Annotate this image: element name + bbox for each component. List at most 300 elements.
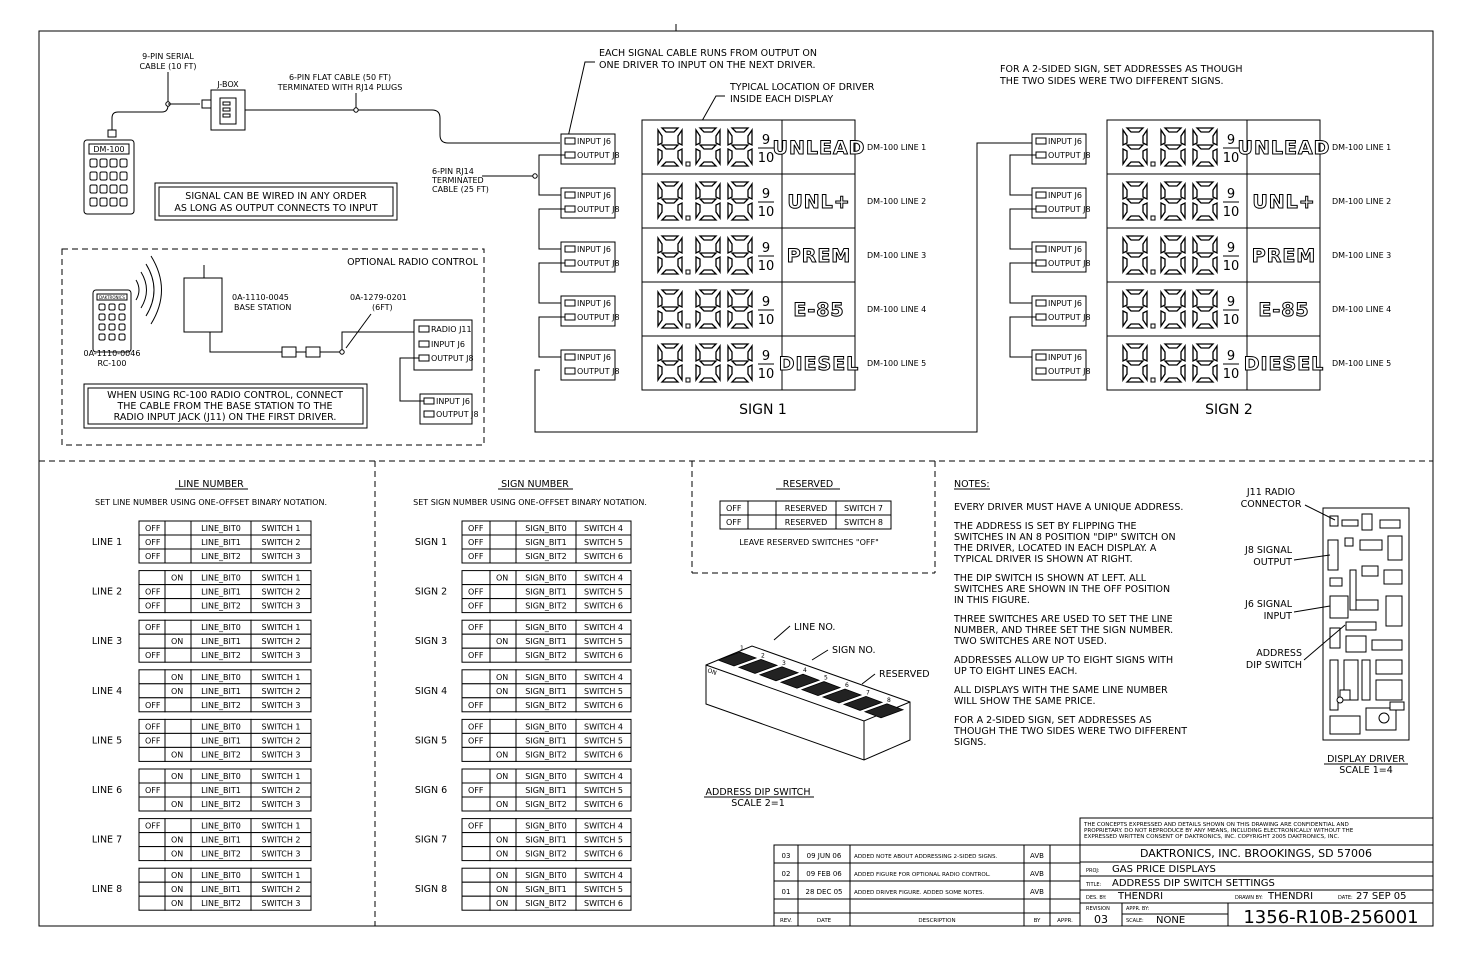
key: [110, 198, 117, 206]
svg-text:OUTPUT: OUTPUT: [1253, 557, 1292, 568]
svg-text:CABLE (10 FT): CABLE (10 FT): [139, 62, 197, 71]
driver-jacks-5: [1032, 350, 1091, 380]
revision-cell: AVB: [1030, 888, 1044, 896]
dip-reserved-label: RESERVED: [879, 669, 930, 680]
svg-text:6-PIN RJ14: 6-PIN RJ14: [432, 167, 474, 176]
table-cell: LINE_BIT0: [201, 722, 241, 732]
fraction-numerator: 9: [1226, 349, 1236, 364]
board-component: [1346, 622, 1376, 630]
table-cell: ON: [496, 573, 509, 583]
radio-cable-label: [350, 293, 407, 312]
setting-group: [92, 868, 311, 910]
table-cell: SWITCH 1: [261, 623, 301, 633]
board-component: [1345, 538, 1353, 546]
sign-2-caption: SIGN 2: [1205, 402, 1253, 418]
table-cell: SWITCH 1: [261, 524, 301, 533]
table-cell: OFF: [145, 736, 161, 746]
table-cell: OFF: [145, 821, 161, 831]
decimal-point: [686, 270, 690, 274]
title-block: [1080, 818, 1433, 928]
table-cell: LINE_BIT0: [201, 623, 241, 633]
table-cell: SWITCH 6: [584, 750, 623, 760]
key: [109, 304, 115, 310]
dip-line-no-label: LINE NO.: [794, 622, 836, 633]
table-cell: SWITCH 5: [584, 686, 623, 696]
product-label: PREM: [786, 245, 852, 267]
key: [109, 334, 115, 340]
setting-group: [415, 868, 631, 910]
svg-text:RC-100: RC-100: [97, 359, 127, 368]
drawing-number: 1356-R10B-256001: [1243, 907, 1419, 928]
table-cell: SWITCH 6: [584, 800, 623, 809]
table-cell: RESERVED: [784, 504, 828, 513]
table-cell: ON: [171, 849, 184, 859]
table-cell: OFF: [468, 524, 484, 533]
radio-driver: [414, 320, 474, 370]
driver-jacks-2: [1032, 188, 1091, 218]
line-label: DM-100 LINE 4: [867, 305, 927, 314]
cable-tick: [354, 108, 358, 112]
table-cell: SWITCH 5: [584, 637, 623, 647]
group-label: LINE 1: [91, 537, 123, 548]
line-label: DM-100 LINE 1: [1332, 143, 1392, 152]
reserved-table: [720, 501, 891, 529]
note-line: THE DRIVER, LOCATED IN EACH DISPLAY. A: [954, 543, 1157, 554]
note-line: ALL DISPLAYS WITH THE SAME LINE NUMBER: [954, 685, 1168, 696]
table-cell: SWITCH 1: [261, 722, 301, 732]
line-label: DM-100 LINE 4: [1332, 305, 1392, 314]
key: [119, 324, 125, 330]
svg-text:THENDRI: THENDRI: [1118, 891, 1164, 902]
fraction-denominator: 10: [1222, 313, 1240, 328]
decimal-point: [686, 378, 690, 382]
price-line-4: [1107, 282, 1391, 336]
board-component: [1356, 600, 1378, 610]
line-label: DM-100 LINE 1: [867, 143, 927, 152]
svg-text:DAKTRONICS: DAKTRONICS: [99, 295, 125, 300]
group-label: SIGN 5: [414, 735, 448, 747]
price-line-1: [642, 120, 926, 174]
note-line: IN THIS FIGURE.: [954, 595, 1030, 606]
driver-scale: SCALE 1=4: [1339, 765, 1393, 776]
leader-line: [812, 650, 828, 660]
driver-j6-label: [1244, 599, 1293, 622]
dip-scale: SCALE 2=1: [731, 798, 785, 809]
group-label: SIGN 2: [414, 586, 448, 598]
decimal-point: [1151, 216, 1155, 220]
fraction-numerator: 9: [761, 241, 771, 256]
fraction-numerator: 9: [761, 295, 771, 310]
svg-text:OUTPUT J8: OUTPUT J8: [1048, 313, 1091, 322]
table-cell: SWITCH 4: [584, 672, 623, 682]
table-cell: ON: [496, 672, 509, 682]
price-line-2: [642, 174, 926, 228]
decimal-point: [1151, 378, 1155, 382]
revision-header: DATE: [816, 918, 832, 924]
table-cell: LINE_BIT0: [201, 821, 241, 831]
controller-label: DM-100: [93, 145, 125, 154]
svg-text:J11 RADIO: J11 RADIO: [1246, 487, 1296, 498]
driver-jacks-1: [1032, 134, 1091, 164]
table-cell: SIGN_BIT1: [525, 786, 567, 795]
note-line: FOR A 2-SIDED SIGN, SET ADDRESSES AS: [954, 715, 1152, 726]
board-component: [1350, 570, 1356, 610]
svg-text:OUTPUT J8: OUTPUT J8: [577, 367, 620, 376]
key: [119, 314, 125, 320]
svg-text:CONNECTOR: CONNECTOR: [1240, 499, 1302, 510]
fraction-numerator: 9: [761, 133, 771, 148]
board-component: [1337, 697, 1343, 703]
board-component: [1384, 570, 1402, 584]
table-cell: SIGN_BIT0: [525, 573, 567, 583]
revision-block: [774, 845, 1080, 926]
svg-text:INPUT J6: INPUT J6: [1048, 299, 1082, 308]
svg-text:OUTPUT J8: OUTPUT J8: [577, 313, 620, 322]
setting-group: [92, 571, 311, 613]
dip-switch-drawing: [706, 645, 910, 760]
table-cell: SWITCH 4: [584, 821, 623, 831]
line-number-title: LINE NUMBER: [178, 479, 244, 490]
flat-cable-label: [277, 73, 403, 92]
svg-text:INPUT J6: INPUT J6: [1048, 137, 1082, 146]
key: [99, 314, 105, 320]
table-cell: SWITCH 3: [261, 601, 301, 611]
table-cell: OFF: [145, 786, 161, 795]
svg-text:INPUT J6: INPUT J6: [1048, 245, 1082, 254]
svg-text:DATE:: DATE:: [1338, 895, 1353, 901]
radio-driver-2: [420, 394, 479, 424]
revision-header: APPR.: [1057, 918, 1073, 924]
table-cell: SIGN_BIT1: [525, 686, 567, 696]
table-cell: ON: [496, 637, 509, 647]
svg-text:THE CONCEPTS EXPRESSED AND DET: THE CONCEPTS EXPRESSED AND DETAILS SHOWN ON THIS DRAWING ARE CONFIDENTIAL AND: [1084, 822, 1349, 828]
key: [90, 172, 97, 180]
display-driver-board: [1323, 508, 1409, 740]
fraction-denominator: 10: [1222, 259, 1240, 274]
table-cell: OFF: [468, 722, 484, 732]
fraction-denominator: 10: [757, 151, 775, 166]
dip-sign-no-label: SIGN NO.: [832, 645, 876, 656]
table-cell: SIGN_BIT1: [525, 637, 567, 647]
group-label: LINE 6: [91, 785, 123, 796]
fraction-denominator: 10: [757, 313, 775, 328]
svg-text:9-PIN SERIAL: 9-PIN SERIAL: [142, 52, 194, 61]
fraction-numerator: 9: [761, 187, 771, 202]
leader-line: [774, 626, 790, 640]
svg-text:TITLE:: TITLE:: [1086, 882, 1102, 888]
decimal-point: [1151, 270, 1155, 274]
table-cell: SIGN_BIT1: [525, 835, 567, 845]
table-cell: SIGN_BIT0: [525, 672, 567, 682]
table-cell: OFF: [726, 504, 742, 513]
table-cell: OFF: [145, 524, 161, 533]
dip-switch-number: 5: [824, 674, 828, 682]
revision-cell: 03: [781, 852, 791, 860]
svg-text:27 SEP 05: 27 SEP 05: [1356, 891, 1407, 902]
key: [120, 172, 127, 180]
table-cell: LINE_BIT0: [201, 772, 241, 781]
table-cell: LINE_BIT2: [201, 800, 241, 809]
table-cell: ON: [171, 800, 184, 809]
group-label: SIGN 4: [414, 685, 448, 697]
product-label: UNL+: [1252, 191, 1316, 213]
board-component: [1342, 520, 1358, 526]
radio-cable-end: [320, 332, 414, 352]
product-label: E-85: [1258, 299, 1310, 321]
price-line-4: [642, 282, 926, 336]
revision-cell: AVB: [1030, 852, 1044, 860]
revision-header: BY: [1033, 918, 1041, 924]
note-line: ADDRESSES ALLOW UP TO EIGHT SIGNS WITH: [954, 655, 1174, 666]
base-station: [184, 265, 222, 332]
svg-text:INPUT J6: INPUT J6: [577, 245, 611, 254]
note-line: SIGNS.: [954, 737, 987, 748]
table-cell: LINE_BIT0: [201, 524, 241, 533]
group-label: LINE 7: [91, 834, 123, 846]
revision-cell: AVB: [1030, 870, 1044, 878]
svg-text:THE TWO SIDES WERE TWO DIFFERE: THE TWO SIDES WERE TWO DIFFERENT SIGNS.: [1000, 76, 1224, 87]
table-cell: ON: [171, 637, 184, 647]
table-cell: SWITCH 2: [261, 637, 301, 647]
dip-switch-number: 7: [866, 689, 870, 697]
driver-jacks-4: [1032, 296, 1091, 326]
base-station-label: [232, 293, 291, 312]
table-cell: ON: [496, 835, 509, 845]
radio-wave: [141, 272, 147, 308]
product-label: UNLEAD: [1237, 137, 1331, 159]
svg-text:OUTPUT J8: OUTPUT J8: [431, 354, 474, 363]
notes-title: NOTES:: [954, 479, 990, 490]
note-line: THE DIP SWITCH IS SHOWN AT LEFT. ALL: [954, 573, 1147, 584]
decimal-point: [1151, 162, 1155, 166]
product-label: E-85: [793, 299, 845, 321]
reserved-note: LEAVE RESERVED SWITCHES "OFF": [739, 538, 879, 547]
rc100-remote: [93, 290, 131, 352]
fraction-denominator: 10: [1222, 205, 1240, 220]
svg-text:DIP SWITCH: DIP SWITCH: [1245, 660, 1302, 671]
setting-group: [92, 620, 311, 662]
note-line: THREE SWITCHES ARE USED TO SET THE LINE: [954, 614, 1173, 625]
setting-group: [92, 819, 311, 861]
key: [90, 159, 97, 167]
revision-cell: 01: [781, 888, 791, 896]
revision-header: DESCRIPTION: [918, 918, 956, 924]
table-cell: LINE_BIT0: [201, 573, 241, 583]
driver-jacks-5: [561, 350, 620, 380]
fraction-numerator: 9: [1226, 133, 1236, 148]
table-cell: SWITCH 5: [584, 736, 623, 746]
price-line-2: [1107, 174, 1391, 228]
setting-group: [92, 719, 311, 761]
table-cell: SWITCH 1: [261, 821, 301, 831]
table-cell: LINE_BIT1: [201, 686, 241, 696]
fraction-numerator: 9: [1226, 295, 1236, 310]
table-cell: OFF: [468, 651, 484, 661]
line-label: DM-100 LINE 2: [867, 197, 927, 206]
board-component: [1330, 660, 1338, 710]
rc100-label: [84, 349, 141, 368]
key: [99, 324, 105, 330]
key: [110, 159, 117, 167]
svg-text:EXPRESSED WRITTEN CONSENT OF D: EXPRESSED WRITTEN CONSENT OF DAKTRONICS, INC. COPYRIGHT 2005 DAKTRONICS, INC.: [1084, 834, 1340, 840]
table-cell: SIGN_BIT1: [525, 538, 567, 547]
table-cell: OFF: [145, 601, 161, 611]
driver-dip-label: [1246, 648, 1302, 671]
table-cell: SWITCH 2: [261, 786, 301, 795]
dip-switch-number: 8: [887, 696, 891, 704]
table-cell: LINE_BIT2: [201, 750, 241, 760]
driver-jacks-3: [1032, 242, 1091, 272]
table-cell: ON: [496, 871, 509, 881]
key: [90, 198, 97, 206]
driver-j11-label: [1241, 487, 1302, 510]
serial-cable-label: [140, 52, 197, 71]
note-line: NUMBER, AND THREE SET THE SIGN NUMBER.: [954, 625, 1174, 636]
setting-group: [415, 819, 631, 861]
table-cell: SIGN_BIT1: [525, 587, 567, 597]
table-cell: ON: [496, 885, 509, 895]
table-cell: ON: [496, 750, 509, 760]
group-label: LINE 8: [91, 884, 123, 896]
leader-line: [568, 62, 595, 137]
key: [110, 172, 117, 180]
svg-text:(6FT): (6FT): [372, 303, 393, 312]
decimal-point: [1151, 324, 1155, 328]
radio-note: [107, 390, 343, 423]
table-cell: LINE_BIT0: [201, 672, 241, 682]
board-component: [1390, 702, 1404, 710]
table-cell: OFF: [468, 538, 484, 547]
label-leader: [346, 314, 371, 348]
svg-text:BASE STATION: BASE STATION: [234, 303, 292, 312]
svg-text:OUTPUT J8: OUTPUT J8: [577, 151, 620, 160]
table-cell: SWITCH 1: [261, 573, 301, 583]
svg-text:INPUT J6: INPUT J6: [431, 340, 465, 349]
svg-text:INPUT J6: INPUT J6: [577, 299, 611, 308]
svg-text:INPUT J6: INPUT J6: [577, 191, 611, 200]
table-cell: SWITCH 3: [261, 750, 301, 760]
note-line: THOUGH THE TWO SIDES WERE TWO DIFFERENT: [954, 726, 1188, 737]
dip-switch-number: 3: [782, 659, 786, 667]
line-number-tables: [92, 521, 311, 910]
table-cell: SWITCH 6: [584, 899, 623, 909]
revision-cell: 02: [781, 870, 791, 878]
table-cell: LINE_BIT2: [201, 849, 241, 859]
svg-text:INPUT J6: INPUT J6: [436, 397, 470, 406]
svg-text:ON: ON: [706, 667, 718, 678]
driver-jacks-4: [561, 296, 620, 326]
note-line: SWITCHES ARE SHOWN IN THE OFF POSITION: [954, 584, 1171, 595]
radio-cable: [210, 332, 282, 352]
revision-cell: 09 FEB 06: [806, 870, 842, 878]
svg-text:TERMINATED WITH RJ14 PLUGS: TERMINATED WITH RJ14 PLUGS: [277, 83, 403, 92]
table-cell: SWITCH 1: [261, 772, 301, 781]
note-line: TYPICAL DRIVER IS SHOWN AT RIGHT.: [954, 554, 1133, 565]
board-component: [1346, 636, 1366, 652]
key: [120, 198, 127, 206]
table-cell: SWITCH 6: [584, 849, 623, 859]
dm100-controller: [84, 140, 134, 214]
fraction-denominator: 10: [1222, 367, 1240, 382]
board-component: [1376, 680, 1402, 700]
table-cell: RESERVED: [784, 518, 828, 527]
table-cell: ON: [171, 686, 184, 696]
table-cell: LINE_BIT1: [201, 835, 241, 845]
board-component: [1379, 713, 1389, 723]
driver-jacks-1: [561, 134, 620, 164]
sign-1: [539, 120, 926, 390]
table-cell: OFF: [145, 538, 161, 547]
sign-number-title: SIGN NUMBER: [501, 479, 569, 490]
group-label: SIGN 7: [414, 834, 448, 846]
table-cell: OFF: [468, 587, 484, 597]
signal-note-line2: AS LONG AS OUTPUT CONNECTS TO INPUT: [174, 203, 378, 214]
svg-text:SCALE:: SCALE:: [1126, 918, 1144, 924]
svg-text:RADIO J11: RADIO J11: [431, 325, 472, 334]
revision-cell: 28 DEC 05: [805, 888, 843, 896]
svg-text:TYPICAL LOCATION OF DRIVER: TYPICAL LOCATION OF DRIVER: [730, 82, 875, 93]
revision-cell: ADDED FIGURE FOR OPTIONAL RADIO CONTROL.: [854, 872, 991, 878]
group-label: SIGN 3: [414, 636, 448, 648]
key: [119, 334, 125, 340]
radio-wave: [146, 264, 154, 316]
table-cell: SWITCH 4: [584, 623, 623, 633]
table-cell: SIGN_BIT2: [525, 849, 567, 859]
svg-text:INSIDE EACH DISPLAY: INSIDE EACH DISPLAY: [730, 94, 834, 105]
group-label: LINE 2: [91, 586, 123, 598]
table-cell: OFF: [468, 601, 484, 611]
table-cell: OFF: [145, 587, 161, 597]
line-label: DM-100 LINE 3: [867, 251, 927, 260]
table-cell: ON: [496, 800, 509, 809]
dip-caption: ADDRESS DIP SWITCH: [705, 787, 811, 798]
note-line: WILL SHOW THE SAME PRICE.: [954, 696, 1096, 707]
svg-text:NONE: NONE: [1156, 915, 1186, 926]
price-line-1: [1107, 120, 1391, 174]
key: [100, 172, 107, 180]
table-cell: SIGN_BIT2: [525, 700, 567, 710]
table-cell: SIGN_BIT0: [525, 524, 567, 533]
table-cell: SWITCH 5: [584, 538, 623, 547]
setting-group: [415, 769, 631, 811]
signal-routing-note: [599, 48, 817, 71]
table-cell: SWITCH 3: [261, 552, 301, 561]
table-cell: ON: [171, 835, 184, 845]
table-cell: SWITCH 5: [584, 885, 623, 895]
svg-text:FOR A 2-SIDED SIGN, SET ADDRES: FOR A 2-SIDED SIGN, SET ADDRESSES AS THOUGH: [1000, 64, 1243, 75]
cable-tick: [340, 350, 344, 354]
board-component: [1360, 540, 1382, 550]
table-cell: SIGN_BIT2: [525, 601, 567, 611]
revision-header: REV.: [779, 918, 793, 924]
table-cell: SIGN_BIT2: [525, 750, 567, 760]
table-cell: OFF: [726, 518, 742, 527]
fraction-denominator: 10: [757, 367, 775, 382]
table-cell: ON: [171, 885, 184, 895]
table-cell: LINE_BIT2: [201, 601, 241, 611]
revision-cell: 09 JUN 06: [806, 852, 842, 860]
line-label: DM-100 LINE 5: [867, 359, 927, 368]
table-cell: SWITCH 6: [584, 552, 623, 561]
table-cell: OFF: [145, 651, 161, 661]
table-cell: SIGN_BIT0: [525, 623, 567, 633]
table-cell: SWITCH 4: [584, 573, 623, 583]
table-cell: ON: [496, 772, 509, 781]
price-line-5: [642, 336, 926, 390]
table-cell: SWITCH 2: [261, 835, 301, 845]
key: [99, 304, 105, 310]
sign-1-caption: SIGN 1: [739, 402, 787, 418]
